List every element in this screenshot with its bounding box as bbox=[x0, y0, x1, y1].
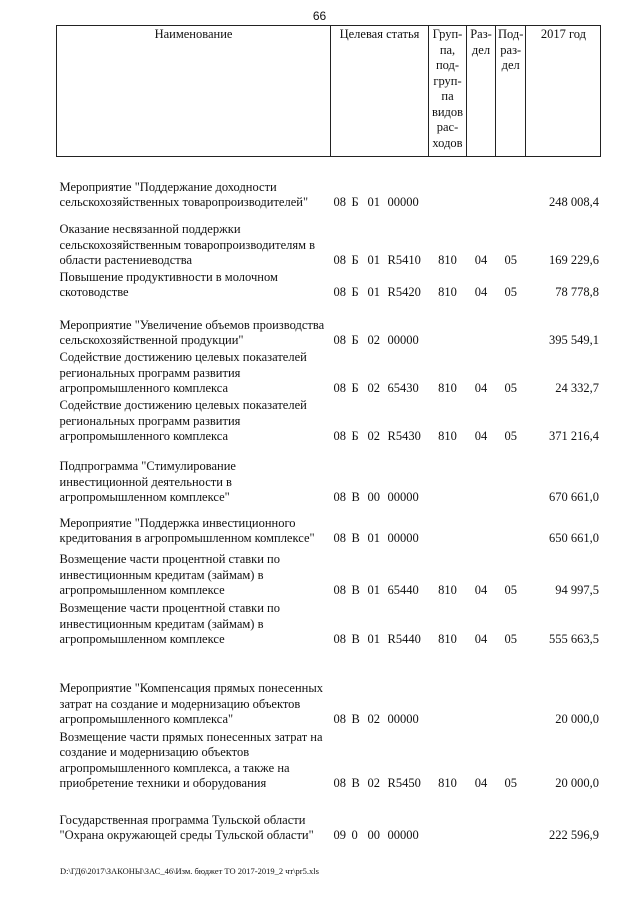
budget-table bbox=[56, 25, 601, 844]
row-expense-group bbox=[429, 445, 467, 506]
row-target-article bbox=[331, 648, 429, 728]
target-article-part: 09 bbox=[333, 828, 346, 842]
row-expense-group bbox=[429, 792, 467, 844]
target-article-part: Б bbox=[351, 333, 359, 347]
target-article-part: 02 bbox=[367, 776, 380, 790]
target-article-part: 0 bbox=[351, 828, 358, 842]
row-name: Возмещение части процентной ставки по инвестиционным кредитам (займам) в агропромышленном комплексе bbox=[59, 601, 280, 646]
row-amount: 94 997,5 bbox=[555, 583, 599, 597]
row-name: Содействие достижению целевых показателей региональных программ развития агропромышленного комплекса bbox=[59, 398, 307, 443]
header-target-article: Целевая статья bbox=[331, 26, 429, 157]
target-article-part: 08 bbox=[333, 583, 346, 597]
target-article-part: 08 bbox=[333, 490, 346, 504]
row-expense-group: 810 bbox=[438, 429, 457, 443]
row-section: 04 bbox=[474, 253, 488, 267]
row-target-article bbox=[331, 728, 429, 792]
header-expense-group-text: Груп- па, под- груп- па видов рас- ходов bbox=[431, 27, 464, 150]
row-name: Мероприятие "Поддержка инвестиционного кредитования в агропромышленном комплексе" bbox=[59, 515, 315, 545]
row-target-article bbox=[331, 506, 429, 547]
row-name: Повышение продуктивности в молочном скотоводстве bbox=[59, 269, 278, 299]
row-name: Мероприятие "Поддержание доходности сельскохозяйственных товаропроизводителей" bbox=[59, 179, 309, 209]
row-amount: 169 229,6 bbox=[548, 253, 599, 267]
row-name: Содействие достижению целевых показателей региональных программ развития агропромышленного комплекса bbox=[59, 350, 307, 395]
row-name: Подпрограмма "Стимулирование инвестиционной деятельности в агропромышленном комплексе" bbox=[59, 459, 236, 504]
table-row bbox=[57, 792, 601, 844]
target-article-part: 01 bbox=[367, 531, 380, 545]
row-subsection: 05 bbox=[504, 253, 517, 267]
row-section: 04 bbox=[474, 632, 488, 646]
row-target-article bbox=[331, 792, 429, 844]
row-target-article bbox=[331, 599, 429, 648]
row-target-article bbox=[331, 445, 429, 506]
row-section bbox=[467, 157, 496, 211]
target-article-part: 00000 bbox=[387, 531, 419, 545]
row-expense-group: 810 bbox=[438, 381, 457, 395]
target-article-part: R5450 bbox=[387, 776, 421, 790]
table-row bbox=[57, 397, 601, 445]
row-target-article bbox=[331, 349, 429, 397]
target-article-part: 08 bbox=[333, 381, 346, 395]
target-article-part: 08 bbox=[333, 632, 346, 646]
target-article-part: 08 bbox=[333, 285, 346, 299]
target-article-part: 01 bbox=[367, 632, 380, 646]
table-row bbox=[57, 506, 601, 547]
row-subsection: 05 bbox=[504, 381, 517, 395]
target-article-part: В bbox=[351, 490, 360, 504]
row-section bbox=[467, 445, 496, 506]
row-amount: 20 000,0 bbox=[555, 776, 599, 790]
row-amount: 395 549,1 bbox=[548, 333, 599, 347]
row-subsection bbox=[496, 792, 526, 844]
target-article-part: R5420 bbox=[387, 285, 421, 299]
target-article-part: 08 bbox=[333, 531, 346, 545]
target-article-part: 08 bbox=[333, 195, 346, 209]
header-section bbox=[467, 26, 496, 157]
row-amount: 222 596,9 bbox=[548, 828, 599, 842]
row-name: Возмещение части процентной ставки по инвестиционным кредитам (займам) в агропромышленном комплексе bbox=[59, 552, 280, 597]
row-section bbox=[467, 792, 496, 844]
row-expense-group: 810 bbox=[438, 776, 457, 790]
target-article-part: 01 bbox=[367, 253, 380, 267]
target-article-part: В bbox=[351, 712, 360, 726]
target-article-part: Б bbox=[351, 195, 359, 209]
target-article-part: Б bbox=[351, 381, 359, 395]
row-amount: 650 661,0 bbox=[548, 531, 599, 545]
row-subsection: 05 bbox=[504, 429, 517, 443]
target-article-part: R5440 bbox=[387, 632, 421, 646]
table-row bbox=[57, 301, 601, 349]
target-article-part: 01 bbox=[367, 583, 380, 597]
table-row bbox=[57, 445, 601, 506]
row-name: Государственная программа Тульской области "Охрана окружающей среды Тульской области" bbox=[59, 812, 314, 842]
header-subsection-text: Под- раз- дел bbox=[498, 27, 524, 72]
row-section: 04 bbox=[474, 429, 488, 443]
row-expense-group bbox=[429, 157, 467, 211]
row-target-article bbox=[331, 211, 429, 269]
row-expense-group: 810 bbox=[438, 285, 457, 299]
row-section bbox=[467, 648, 496, 728]
page-number: 66 bbox=[312, 9, 327, 23]
target-article-part: В bbox=[351, 583, 360, 597]
target-article-part: 08 bbox=[333, 333, 346, 347]
target-article-part: 00 bbox=[367, 490, 380, 504]
target-article-part: 02 bbox=[367, 381, 380, 395]
header-year: 2017 год bbox=[526, 26, 601, 157]
row-section bbox=[467, 506, 496, 547]
header-expense-group bbox=[429, 26, 467, 157]
row-expense-group: 810 bbox=[438, 632, 457, 646]
target-article-part: R5410 bbox=[387, 253, 421, 267]
target-article-part: 08 bbox=[333, 776, 346, 790]
row-amount: 78 778,8 bbox=[555, 285, 599, 299]
target-article-part: 02 bbox=[367, 429, 380, 443]
target-article-part: Б bbox=[351, 253, 359, 267]
target-article-part: 02 bbox=[367, 333, 380, 347]
row-section bbox=[467, 301, 496, 349]
target-article-part: 65440 bbox=[387, 583, 419, 597]
row-target-article bbox=[331, 547, 429, 599]
target-article-part: 08 bbox=[333, 712, 346, 726]
row-target-article bbox=[331, 397, 429, 445]
target-article-part: 08 bbox=[333, 429, 346, 443]
row-amount: 20 000,0 bbox=[555, 712, 599, 726]
target-article-part: 00000 bbox=[387, 490, 419, 504]
table-row bbox=[57, 349, 601, 397]
row-expense-group bbox=[429, 648, 467, 728]
row-section: 04 bbox=[474, 285, 488, 299]
row-expense-group bbox=[429, 301, 467, 349]
row-subsection bbox=[496, 301, 526, 349]
row-section: 04 bbox=[474, 776, 488, 790]
target-article-part: В bbox=[351, 531, 360, 545]
table-row bbox=[57, 648, 601, 728]
row-expense-group bbox=[429, 506, 467, 547]
table-row bbox=[57, 157, 601, 211]
row-section: 04 bbox=[474, 381, 488, 395]
target-article-part: В bbox=[351, 776, 360, 790]
table-row bbox=[57, 599, 601, 648]
table-header-row bbox=[57, 26, 601, 157]
target-article-part: 00000 bbox=[387, 195, 419, 209]
target-article-part: 01 bbox=[367, 195, 380, 209]
row-subsection: 05 bbox=[504, 285, 517, 299]
row-expense-group: 810 bbox=[438, 253, 457, 267]
header-subsection bbox=[496, 26, 526, 157]
table-row bbox=[57, 547, 601, 599]
row-target-article bbox=[331, 301, 429, 349]
target-article-part: R5430 bbox=[387, 429, 421, 443]
table-row bbox=[57, 728, 601, 792]
row-name: Оказание несвязанной поддержки сельскохозяйственным товаропроизводителям в области растениеводства bbox=[59, 222, 316, 267]
row-amount: 371 216,4 bbox=[548, 429, 599, 443]
row-name: Мероприятие "Увеличение объемов производства сельскохозяйственной продукции" bbox=[59, 317, 325, 347]
row-amount: 24 332,7 bbox=[555, 381, 599, 395]
row-subsection bbox=[496, 445, 526, 506]
row-name: Мероприятие "Компенсация прямых понесенных затрат на создание и модернизацию объектов агропромышленного комплекса" bbox=[59, 681, 324, 726]
row-amount: 555 663,5 bbox=[548, 632, 599, 646]
row-subsection: 05 bbox=[504, 583, 517, 597]
target-article-part: 08 bbox=[333, 253, 346, 267]
header-section-text: Раз- дел bbox=[470, 27, 492, 57]
table-row bbox=[57, 211, 601, 269]
target-article-part: 00000 bbox=[387, 712, 419, 726]
row-target-article bbox=[331, 269, 429, 301]
header-name: Наименование bbox=[57, 26, 331, 157]
table-row bbox=[57, 269, 601, 301]
target-article-part: Б bbox=[351, 429, 359, 443]
row-name: Возмещение части прямых понесенных затрат на создание и модернизацию объектов агропромышленного комплекса, а также на приобретение техники и оборудования bbox=[59, 729, 323, 790]
target-article-part: 02 bbox=[367, 712, 380, 726]
row-subsection bbox=[496, 157, 526, 211]
row-amount: 670 661,0 bbox=[548, 490, 599, 504]
target-article-part: Б bbox=[351, 285, 359, 299]
target-article-part: 00 bbox=[367, 828, 380, 842]
row-subsection: 05 bbox=[504, 632, 517, 646]
target-article-part: 65430 bbox=[387, 381, 419, 395]
row-subsection: 05 bbox=[504, 776, 517, 790]
target-article-part: 01 bbox=[367, 285, 380, 299]
row-expense-group: 810 bbox=[438, 583, 457, 597]
footer-file-path: D:\ГД6\2017\ЗАКОНЫ\ЗАС_46\Изм. бюджет ТО 2017-2019_2 чт\pr5.xls bbox=[60, 866, 319, 876]
target-article-part: 00000 bbox=[387, 333, 419, 347]
target-article-part: В bbox=[351, 632, 360, 646]
row-subsection bbox=[496, 506, 526, 547]
target-article-part: 00000 bbox=[387, 828, 419, 842]
row-subsection bbox=[496, 648, 526, 728]
row-section: 04 bbox=[474, 583, 488, 597]
row-amount: 248 008,4 bbox=[548, 195, 599, 209]
table-body bbox=[57, 157, 601, 844]
row-target-article bbox=[331, 157, 429, 211]
